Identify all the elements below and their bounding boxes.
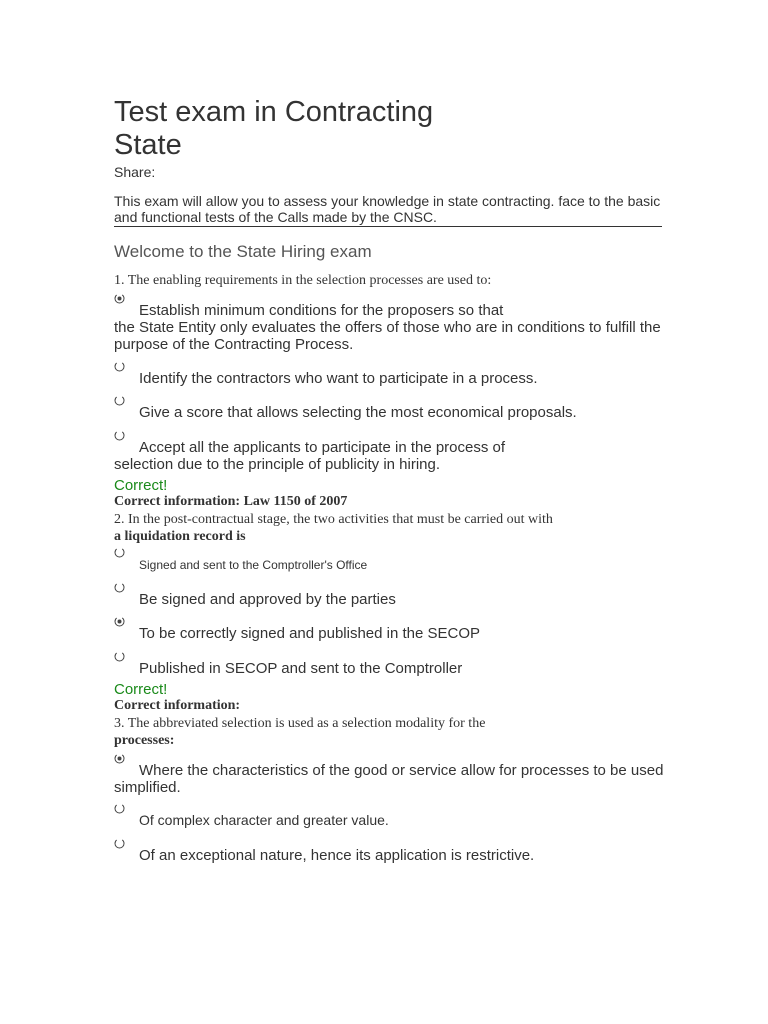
welcome-heading: Welcome to the State Hiring exam bbox=[114, 242, 372, 261]
intro-text: This exam will allow you to assess your knowledge in state contracting. face to the basic and functional tests of the Calls made by the CNSC. bbox=[114, 193, 661, 225]
question-3-line-2: processes: bbox=[114, 733, 175, 748]
page-title bbox=[114, 96, 454, 162]
option-label: Signed and sent to the Comptroller's Office bbox=[139, 558, 368, 572]
option-label-cont: simplified. bbox=[114, 779, 181, 796]
q2-result: Correct! bbox=[114, 681, 168, 698]
option-label: To be correctly signed and published in the SECOP bbox=[139, 625, 481, 642]
radio-icon[interactable] bbox=[114, 803, 125, 814]
q3-option-2[interactable] bbox=[114, 803, 670, 829]
q2-info: Correct information: bbox=[114, 698, 241, 713]
q1-option-4[interactable] bbox=[114, 430, 670, 473]
q1-option-1[interactable] bbox=[114, 293, 670, 353]
question-2 bbox=[114, 511, 669, 545]
q1-option-2[interactable] bbox=[114, 361, 670, 387]
question-1: 1. The enabling requirements in the selection processes are used to: bbox=[114, 273, 492, 288]
question-3 bbox=[114, 715, 669, 749]
q3-option-3[interactable] bbox=[114, 838, 670, 864]
radio-icon[interactable] bbox=[114, 582, 125, 593]
radio-icon[interactable] bbox=[114, 838, 125, 849]
q2-option-4[interactable] bbox=[114, 651, 670, 677]
option-label-cont: the State Entity only evaluates the offers of those who are in conditions to fulfill the purpose of the Contracting Process. bbox=[114, 319, 661, 353]
option-label: Give a score that allows selecting the most economical proposals. bbox=[139, 404, 577, 421]
radio-icon[interactable] bbox=[114, 430, 125, 441]
option-label: Be signed and approved by the parties bbox=[139, 591, 396, 608]
q2-option-2[interactable] bbox=[114, 582, 670, 608]
option-label: Of an exceptional nature, hence its application is restrictive. bbox=[139, 847, 535, 864]
option-label: Accept all the applicants to participate in the process of bbox=[139, 439, 506, 456]
q3-option-1[interactable] bbox=[114, 753, 670, 796]
radio-icon[interactable] bbox=[114, 547, 125, 558]
option-label: Establish minimum conditions for the proposers so that bbox=[139, 302, 504, 319]
q2-option-1[interactable] bbox=[114, 547, 670, 574]
share-label[interactable]: Share: bbox=[114, 164, 156, 180]
option-label: Identify the contractors who want to participate in a process. bbox=[139, 370, 538, 387]
option-label-cont: selection due to the principle of publicity in hiring. bbox=[114, 456, 441, 473]
option-label: Of complex character and greater value. bbox=[139, 812, 389, 828]
question-2-line-2: a liquidation record is bbox=[114, 529, 246, 544]
q1-option-3[interactable] bbox=[114, 395, 670, 421]
title-line-2: State bbox=[114, 129, 182, 161]
radio-selected-icon[interactable] bbox=[114, 616, 125, 627]
radio-selected-icon[interactable] bbox=[114, 753, 125, 764]
q2-option-3[interactable] bbox=[114, 616, 670, 642]
radio-icon[interactable] bbox=[114, 651, 125, 662]
radio-selected-icon[interactable] bbox=[114, 293, 125, 304]
q1-info: Correct information: Law 1150 of 2007 bbox=[114, 494, 348, 509]
question-3-line-1: 3. The abbreviated selection is used as a selection modality for the bbox=[114, 716, 486, 731]
option-label: Where the characteristics of the good or service allow for processes to be used bbox=[139, 762, 664, 779]
option-label: Published in SECOP and sent to the Comptroller bbox=[139, 660, 463, 677]
q1-result: Correct! bbox=[114, 477, 168, 494]
question-2-line-1: 2. In the post-contractual stage, the two activities that must be carried out with bbox=[114, 512, 553, 527]
title-line-1: Test exam in Contracting bbox=[114, 96, 434, 128]
radio-icon[interactable] bbox=[114, 361, 125, 372]
radio-icon[interactable] bbox=[114, 395, 125, 406]
